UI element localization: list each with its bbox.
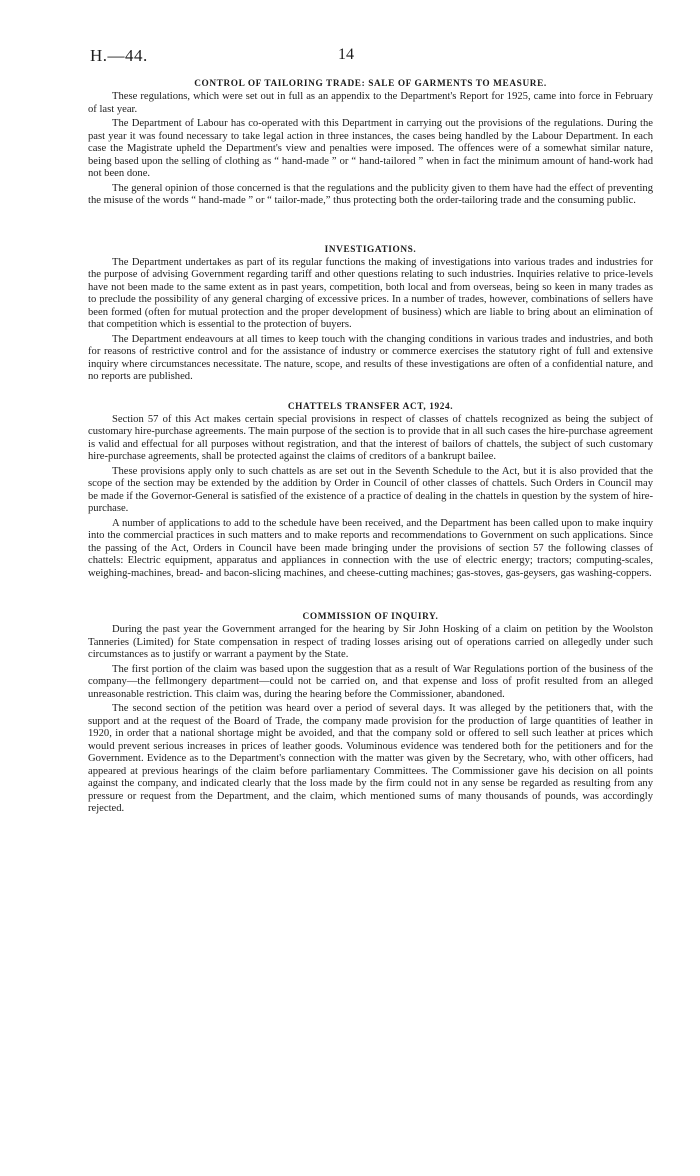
paragraph: A number of applications to add to the schedule have been received, and the Department has been called upon to make inquiry into the commercial practices in such matters and to make reports and recommendations to Government on such applications. Since the passing of the Act, Orders in Council have been made bringing under the provisions of section 57 the following classes of chattels: Electric equipment, apparatus and appliances in connection with the use of electric energy; tractors; computing-scales, weighing-machines, bread- and bacon-slicing machines, and cheese-cutting machines; gas-stoves, gas-geysers, gas washing-coppers. <box>88 517 653 579</box>
page-header <box>90 46 650 72</box>
paragraph: Section 57 of this Act makes certain special provisions in respect of classes of chattels recognized as being the subject of customary hire-purchase agreements. The main purpose of the section is to provide that in all such cases the hire-purchase agreement is valid and effectual for all purposes without registration, and that the interest of bailors of chattels, the subject of such customary hire-purchase agreements, shall be protected against the claims of creditors of a bankrupt bailee. <box>88 413 653 462</box>
section-commission-of-inquiry <box>88 610 653 816</box>
page-number: 14 <box>338 46 354 63</box>
section-tailoring-trade <box>88 77 653 208</box>
section-investigations <box>88 243 653 384</box>
paragraph: The Department undertakes as part of its regular functions the making of investigations into various trades and industries for the purpose of advising Government regarding tariff and other questions relating to such industries. Inquiries relative to price-levels have not been made to the same extent as in past years, competition, both local and from overseas, being so keen in many trades as to preclude the possibility of any general charging of excessive prices. In a number of trades, however, combinations of sellers have been formed (often for mutual protection and the proper development of business) which are liable to bring about an elimination of that competition which is essential to the protection of buyers. <box>88 256 653 330</box>
paragraph: These regulations, which were set out in full as an appendix to the Department's Report for 1925, came into force in February of last year. <box>88 91 653 115</box>
paragraph: The second section of the petition was heard over a period of several days. It was alleged by the petitioners that, with the support and at the request of the Board of Trade, the company made provision for the production of large quantities of leather in 1920, in order that a national shortage might be avoided, and that the company sold or offered to sell such leather at prices which would prevent serious increases in prices of leather goods. Voluminous evidence was tendered both for the petitioners and for the Government. Evidence as to the Department's connection with the matter was given by the Secretary, who, with other officers, had appeared at previous hearings of the claim before parliamentary Committees. The Commissioner gave his decision on all points against the company, and indicated clearly that the loss made by the firm could not in any sense be regarded as resulting from any pressure or request from the Department, and the claim, which mentioned sums of many thousands of pounds, was accordingly rejected. <box>88 703 653 814</box>
paragraph: These provisions apply only to such chattels as are set out in the Seventh Schedule to the Act, but it is also provided that the scope of the section may be extended by the addition by Order in Council of other classes of chattels. Such Orders in Council may be made if the Governor-General is satisfied of the existence of a practice of dealing in the chattels in question by the system of hire-purchase. <box>88 465 653 514</box>
paragraph: The Department of Labour has co-operated with this Department in carrying out the provisions of the regulations. During the past year it was found necessary to take legal action in three instances, the cases being handled by the Labour Department. In each case the Magistrate upheld the Department's view and penalties were imposed. The offences were of a somewhat similar nature, being based upon the selling of clothing as “ hand-made ” or “ hand-tailored ” when in fact the minimum amount of hand-work had not been done. <box>88 118 653 179</box>
section-title: INVESTIGATIONS. <box>324 244 417 255</box>
paragraph: The first portion of the claim was based upon the suggestion that as a result of War Regulations portion of the business of the company—the fellmongery department—could not be carried on, and that expense and loss of profit resulted from an alleged unreasonable restriction. This claim was, during the hearing before the Commissioner, abandoned. <box>88 663 653 700</box>
section-title: CONTROL OF TAILORING TRADE: SALE OF GARMENTS TO MEASURE. <box>194 79 547 89</box>
document-body <box>88 77 653 816</box>
paragraph: The general opinion of those concerned is that the regulations and the publicity given to them have had the effect of preventing the misuse of the words “ hand-made ” or “ tailor-made,” thus protecting both the order-tailoring trade and the consuming public. <box>88 182 653 206</box>
paragraph: The Department endeavours at all times to keep touch with the changing conditions in various trades and industries, and both for reasons of restrictive control and for the assistance of industry or commerce exercises the statutory right of full and extensive inquiry where circumstances necessitate. The nature, scope, and results of these investigations are often of a confidential nature, and no reports are published. <box>88 333 653 382</box>
section-title: CHATTELS TRANSFER ACT, 1924. <box>287 401 454 412</box>
section-title: COMMISSION OF INQUIRY. <box>302 612 439 622</box>
document-id: H.—44. <box>90 46 148 65</box>
section-chattels-transfer-act <box>88 400 653 581</box>
paragraph: During the past year the Government arranged for the hearing by Sir John Hosking of a claim on petition by the Woolston Tanneries (Limited) for State compensation in respect of trading losses arising out of operations carried on allegedly under such circumstances as to justify or warrant a payment by the State. <box>88 624 653 660</box>
